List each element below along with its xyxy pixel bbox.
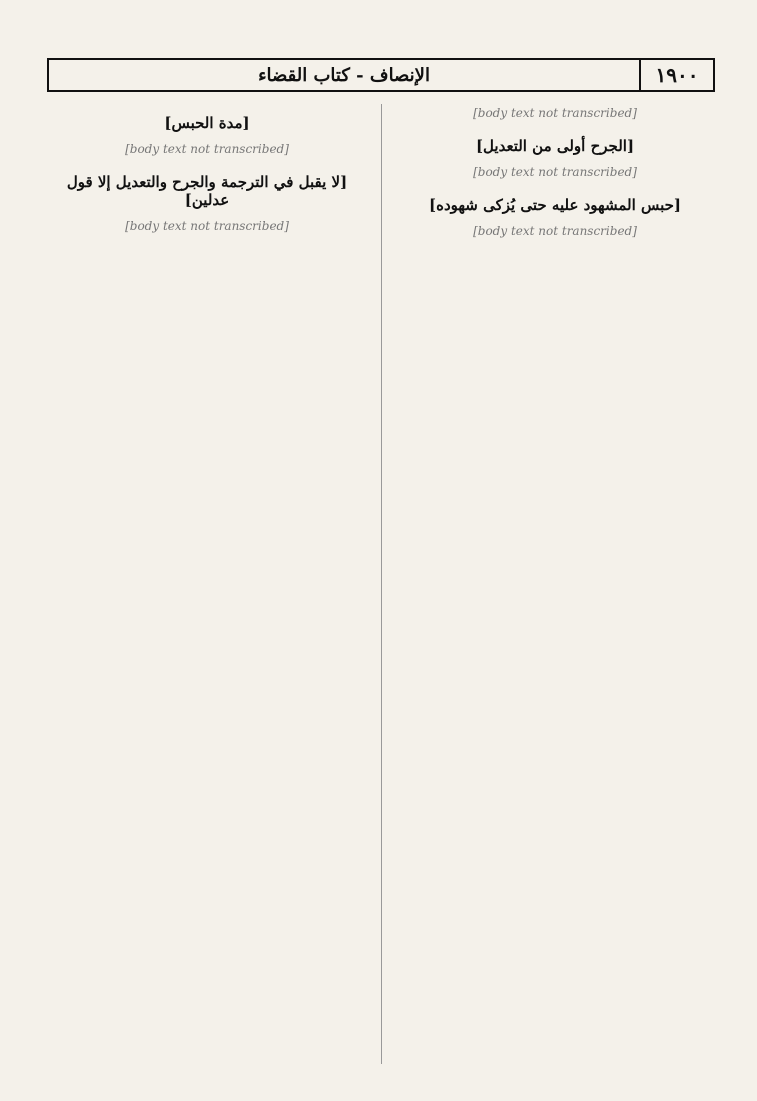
text-columns <box>47 104 715 1064</box>
page-title: الإنصاف - كتاب القضاء <box>258 64 430 86</box>
omitted-body-text: [body text not transcribed] <box>473 106 637 120</box>
section-heading: [الجرح أولى من التعديل] <box>475 137 635 156</box>
section-heading: [لا يقبل في الترجمة والجرح والتعديل إلا قول عدلين] <box>66 173 348 210</box>
right-column <box>395 104 715 1064</box>
page-header <box>47 58 715 92</box>
omitted-body-text: [body text not transcribed] <box>473 224 637 239</box>
omitted-body-text: [body text not transcribed] <box>125 219 289 234</box>
left-column <box>47 104 367 1064</box>
section-heading: [حبس المشهود عليه حتى يُزكى شهوده] <box>428 196 681 215</box>
section-heading: [مدة الحبس] <box>164 114 250 132</box>
omitted-body-text: [body text not transcribed] <box>473 165 637 180</box>
omitted-body-text: [body text not transcribed] <box>125 142 289 156</box>
page-number: ١٩٠٠ <box>639 60 713 90</box>
